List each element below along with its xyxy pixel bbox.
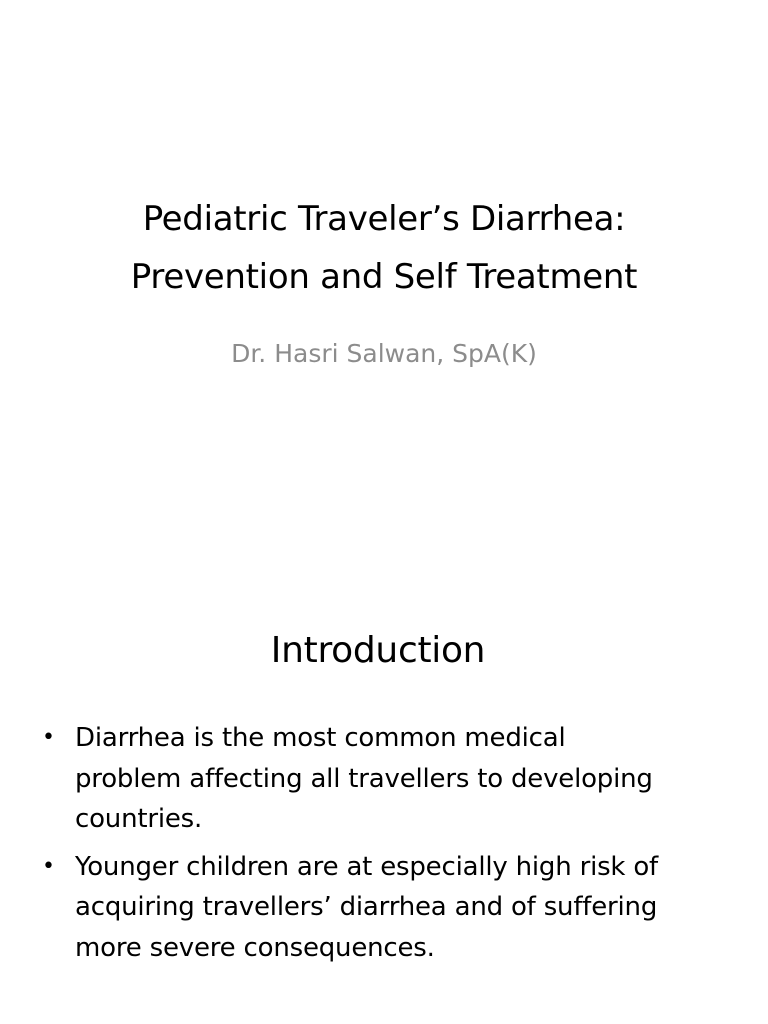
slide-title-line: Prevention and Self Treatment bbox=[130, 257, 638, 297]
slide-title-line: Pediatric Traveler’s Diarrhea: bbox=[142, 199, 626, 239]
bullet-text bbox=[75, 847, 722, 969]
bullet-text bbox=[75, 718, 722, 840]
slide-title bbox=[0, 190, 768, 306]
bullet-line: acquiring travellers’ diarrhea and of suffering bbox=[75, 892, 658, 922]
bullet-item bbox=[42, 718, 722, 840]
bullet-line: problem affecting all travellers to developing bbox=[75, 763, 653, 794]
introduction-slide bbox=[0, 576, 768, 1024]
slide-subtitle-author: Dr. Hasri Salwan, SpA(K) bbox=[231, 339, 537, 368]
bullet-icon: • bbox=[42, 853, 55, 879]
bullet-item bbox=[42, 847, 722, 969]
bullet-line: countries. bbox=[75, 804, 203, 834]
bullet-icon: • bbox=[42, 725, 55, 750]
slide-heading: Introduction bbox=[270, 630, 486, 671]
bullet-line: Diarrhea is the most common medical bbox=[75, 723, 566, 753]
bullet-line: more severe consequences. bbox=[75, 932, 435, 963]
bullet-line: Younger children are at especially high risk of bbox=[75, 851, 659, 882]
bullet-list bbox=[42, 718, 722, 975]
